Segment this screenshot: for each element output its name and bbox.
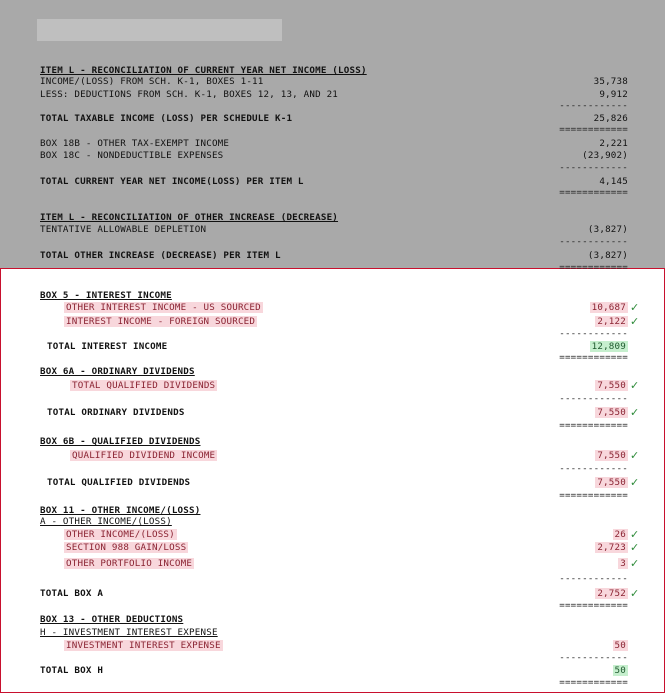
- box13-item-label: INVESTMENT INTEREST EXPENSE: [66, 640, 221, 651]
- box13-sub-heading: H - INVESTMENT INTEREST EXPENSE: [40, 627, 218, 638]
- double-rule: ============: [559, 352, 628, 363]
- income-label: INCOME/(LOSS) FROM SCH. K-1, BOXES 1-11: [40, 76, 264, 87]
- single-rule: ------------: [559, 652, 628, 663]
- checkmark-icon: ✓: [630, 587, 640, 600]
- checkmark-icon: ✓: [630, 315, 640, 328]
- double-rule: ============: [559, 677, 628, 688]
- double-rule: ============: [559, 420, 628, 431]
- single-rule: ------------: [559, 573, 628, 584]
- box5-total-value: 12,809: [591, 341, 626, 352]
- checkmark-icon: ✓: [630, 557, 640, 570]
- box5-heading: BOX 5 - INTEREST INCOME: [40, 290, 172, 301]
- box11-sub-heading: A - OTHER INCOME/(LOSS): [40, 516, 172, 527]
- total-other-value: (3,827): [587, 250, 628, 261]
- single-rule: ------------: [559, 328, 628, 339]
- box11-portfolio-value: 3: [620, 558, 626, 569]
- single-rule: ------------: [559, 100, 628, 111]
- total-net-value: 4,145: [599, 176, 628, 187]
- single-rule: ------------: [559, 236, 628, 247]
- box5-us-value: 10,687: [591, 302, 626, 313]
- double-rule: ============: [559, 124, 628, 135]
- total-taxable-label: TOTAL TAXABLE INCOME (LOSS) PER SCHEDULE K-1: [40, 113, 293, 124]
- box5-us-label: OTHER INTEREST INCOME - US SOURCED: [66, 302, 261, 313]
- box11-total-label: TOTAL BOX A: [40, 588, 104, 599]
- box6a-heading: BOX 6A - ORDINARY DIVIDENDS: [40, 366, 195, 377]
- box6a-total-value: 7,550: [597, 407, 626, 418]
- deductions-label: LESS: DEDUCTIONS FROM SCH. K-1, BOXES 12, 13, AND 21: [40, 89, 339, 100]
- box6a-total-label: TOTAL ORDINARY DIVIDENDS: [47, 407, 185, 418]
- box5-total-label: TOTAL INTEREST INCOME: [47, 341, 168, 352]
- item-l-other-heading: ITEM L - RECONCILIATION OF OTHER INCREASE (DECREASE): [40, 212, 339, 223]
- box6b-heading: BOX 6B - QUALIFIED DIVIDENDS: [40, 436, 201, 447]
- box11-sec988-label: SECTION 988 GAIN/LOSS: [66, 542, 187, 553]
- item-l-net-heading: ITEM L - RECONCILIATION OF CURRENT YEAR NET INCOME (LOSS): [40, 65, 367, 76]
- double-rule: ============: [559, 600, 628, 611]
- box13-heading: BOX 13 - OTHER DEDUCTIONS: [40, 614, 184, 625]
- depletion-label: TENTATIVE ALLOWABLE DEPLETION: [40, 224, 207, 235]
- single-rule: ------------: [559, 393, 628, 404]
- checkmark-icon: ✓: [630, 449, 640, 462]
- income-value: 35,738: [593, 76, 628, 87]
- box6b-total-label: TOTAL QUALIFIED DIVIDENDS: [47, 477, 191, 488]
- redacted-header-block: [37, 19, 282, 41]
- box11-other-value: 26: [614, 529, 626, 540]
- box13-total-label: TOTAL BOX H: [40, 665, 104, 676]
- double-rule: ============: [559, 262, 628, 273]
- box11-portfolio-label: OTHER PORTFOLIO INCOME: [66, 558, 193, 569]
- box6a-item-value: 7,550: [597, 380, 626, 391]
- box6b-total-value: 7,550: [597, 477, 626, 488]
- single-rule: ------------: [559, 162, 628, 173]
- box11-total-value: 2,752: [597, 588, 626, 599]
- box18c-label: BOX 18C - NONDEDUCTIBLE EXPENSES: [40, 150, 224, 161]
- box13-total-value: 50: [614, 665, 626, 676]
- box18b-value: 2,221: [599, 138, 628, 149]
- box18c-value: (23,902): [582, 150, 628, 161]
- box6a-item-label: TOTAL QUALIFIED DIVIDENDS: [72, 380, 216, 391]
- checkmark-icon: ✓: [630, 528, 640, 541]
- single-rule: ------------: [559, 463, 628, 474]
- total-other-label: TOTAL OTHER INCREASE (DECREASE) PER ITEM L: [40, 250, 281, 261]
- box5-foreign-value: 2,122: [597, 316, 626, 327]
- box18b-label: BOX 18B - OTHER TAX-EXEMPT INCOME: [40, 138, 230, 149]
- checkmark-icon: ✓: [630, 301, 640, 314]
- checkmark-icon: ✓: [630, 541, 640, 554]
- box13-item-value: 50: [614, 640, 626, 651]
- box5-foreign-label: INTEREST INCOME - FOREIGN SOURCED: [66, 316, 256, 327]
- box6b-item-label: QUALIFIED DIVIDEND INCOME: [72, 450, 216, 461]
- double-rule: ============: [559, 187, 628, 198]
- box11-sec988-value: 2,723: [597, 542, 626, 553]
- checkmark-icon: ✓: [630, 406, 640, 419]
- deductions-value: 9,912: [599, 89, 628, 100]
- box11-heading: BOX 11 - OTHER INCOME/(LOSS): [40, 505, 201, 516]
- total-taxable-value: 25,826: [593, 113, 628, 124]
- total-net-label: TOTAL CURRENT YEAR NET INCOME(LOSS) PER ITEM L: [40, 176, 304, 187]
- depletion-value: (3,827): [587, 224, 628, 235]
- double-rule: ============: [559, 490, 628, 501]
- checkmark-icon: ✓: [630, 476, 640, 489]
- checkmark-icon: ✓: [630, 379, 640, 392]
- box6b-item-value: 7,550: [597, 450, 626, 461]
- box11-other-label: OTHER INCOME/(LOSS): [66, 529, 175, 540]
